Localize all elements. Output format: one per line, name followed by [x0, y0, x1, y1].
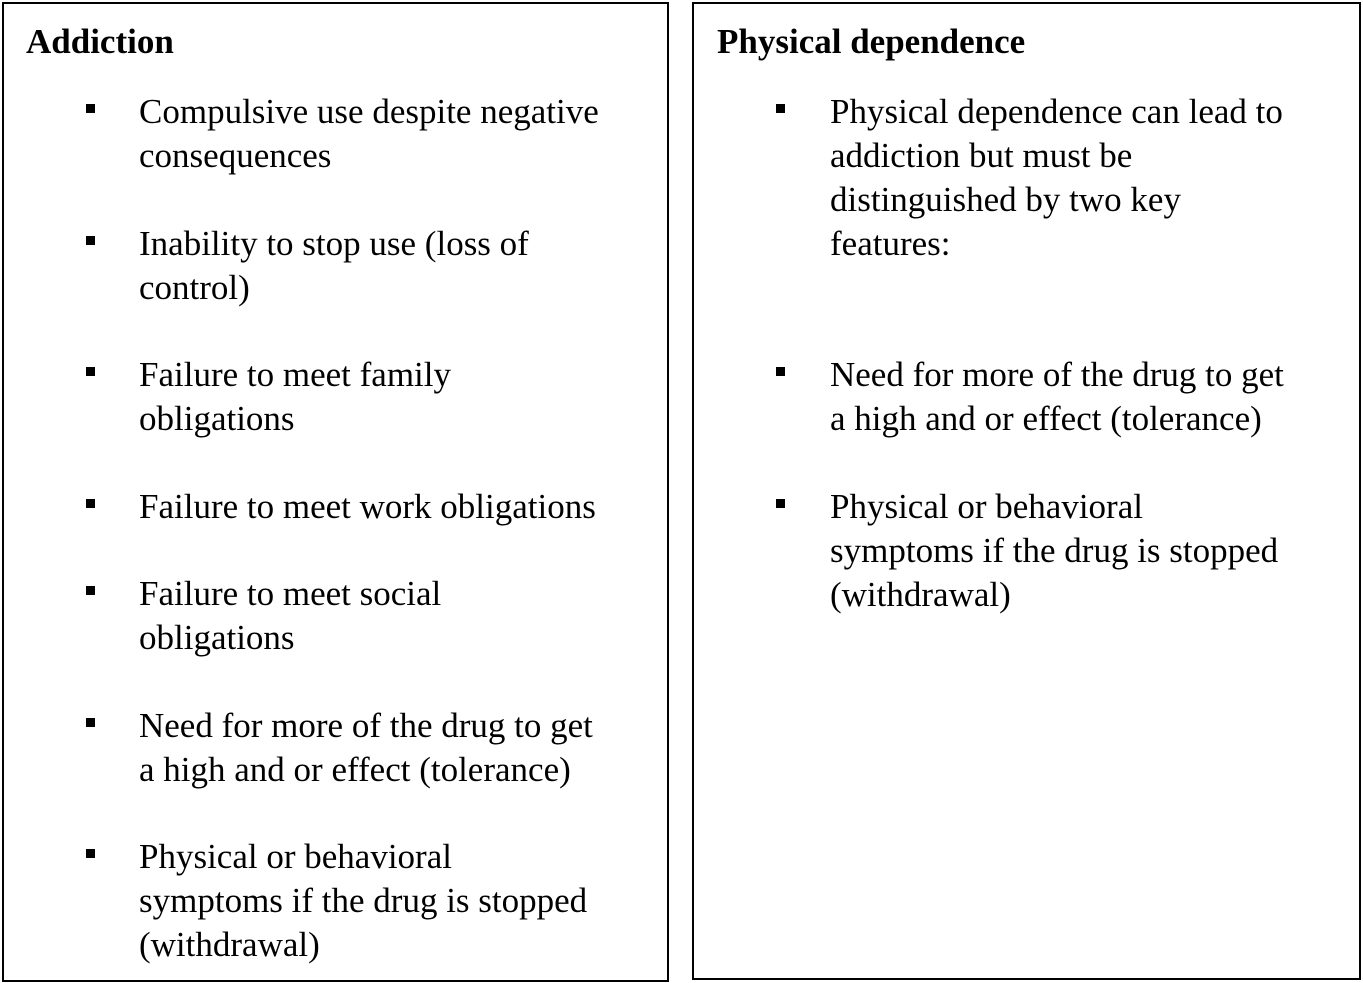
square-bullet-icon [776, 367, 785, 376]
physical-dependence-title: Physical dependence [717, 22, 1026, 61]
list-item-line: control) [139, 268, 250, 307]
square-bullet-icon [776, 104, 785, 113]
list-item-line: Physical or behavioral [830, 487, 1143, 526]
square-bullet-icon [86, 718, 95, 727]
list-item-line: (withdrawal) [830, 575, 1011, 614]
list-item-line: addiction but must be [830, 136, 1133, 175]
list-item-line: distinguished by two key [830, 180, 1181, 219]
square-bullet-icon [776, 499, 785, 508]
list-item-line: Need for more of the drug to get [830, 355, 1284, 394]
list-item-line: (withdrawal) [139, 925, 320, 964]
physical-dependence-panel [692, 2, 1361, 980]
list-item-line: symptoms if the drug is stopped [139, 881, 588, 920]
square-bullet-icon [86, 367, 95, 376]
list-item-line: symptoms if the drug is stopped [830, 531, 1279, 570]
list-item-line: Failure to meet work obligations [139, 487, 596, 526]
list-item-line: a high and or effect (tolerance) [139, 750, 571, 789]
list-item-line: features: [830, 224, 951, 263]
list-item-line: obligations [139, 618, 295, 657]
list-item-line: obligations [139, 399, 295, 438]
square-bullet-icon [86, 586, 95, 595]
list-item-line: Need for more of the drug to get [139, 706, 593, 745]
addiction-panel [2, 2, 669, 982]
list-item-line: Failure to meet family [139, 355, 451, 394]
list-item-line: a high and or effect (tolerance) [830, 399, 1262, 438]
list-item-line: Inability to stop use (loss of [139, 224, 529, 263]
list-item-line: Failure to meet social [139, 574, 442, 613]
addiction-title: Addiction [26, 22, 174, 61]
square-bullet-icon [86, 849, 95, 858]
list-item-line: Physical or behavioral [139, 837, 452, 876]
list-item-line: Compulsive use despite negative [139, 92, 599, 131]
list-item-line: Physical dependence can lead to [830, 92, 1283, 131]
square-bullet-icon [86, 104, 95, 113]
list-item-line: consequences [139, 136, 332, 175]
square-bullet-icon [86, 499, 95, 508]
square-bullet-icon [86, 236, 95, 245]
